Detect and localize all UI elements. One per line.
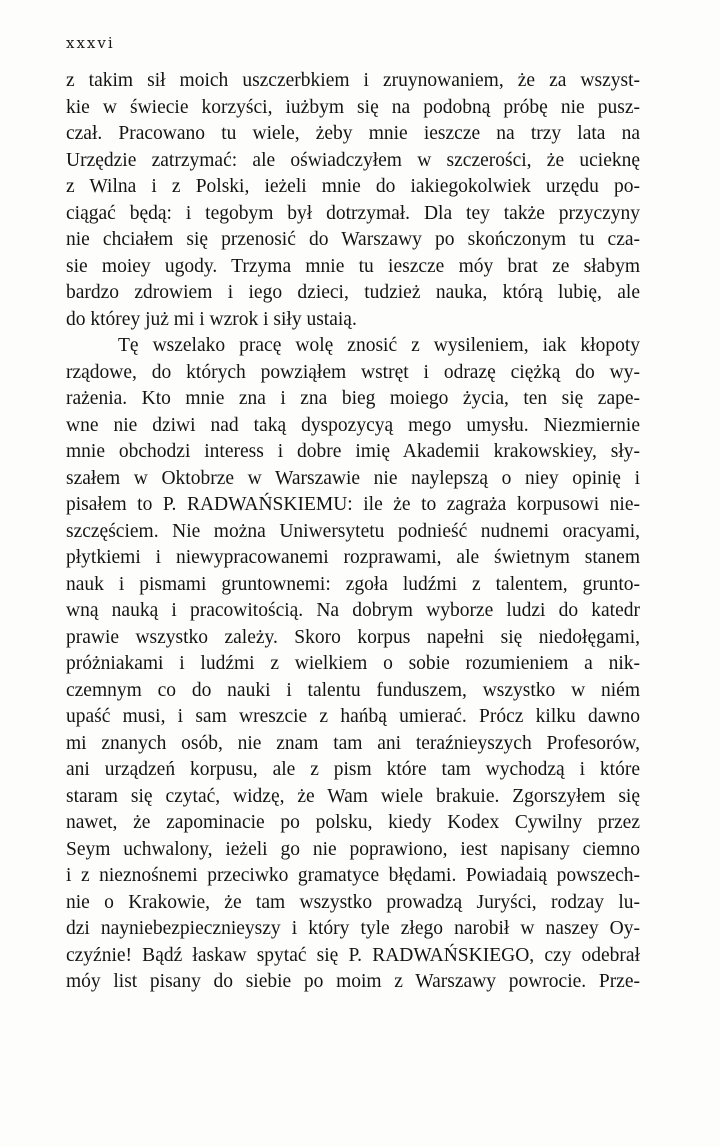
text-line: czyźnie! Bądź łaskaw spytać się P. RADWAŃSKIEGO, czy odebrał: [66, 944, 640, 966]
text-line: szczęściem. Nie można Uniwersytetu podnieść nudnemi oracyami,: [66, 520, 640, 542]
text-line: i z nieznośnemi przeciwko gramatyce błędami. Powiadaią powszech-: [66, 865, 640, 886]
text-line: szałem w Oktobrze w Warszawie nie naylepszą o niey opinię i: [66, 467, 640, 489]
text-line: czał. Pracowano tu wiele, żeby mnie ieszcze na trzy lata na: [66, 123, 640, 144]
body-text: [66, 68, 640, 996]
text-line: ani urządzeń korpusu, ale z pism które tam wychodzą i które: [66, 759, 640, 780]
text-line: bardzo zdrowiem i iego dzieci, tudzież nauka, którą lubię, ale: [66, 282, 640, 303]
text-line: kie w świecie korzyści, iużbym się na podobną próbę nie pusz-: [66, 96, 640, 118]
text-line: rażenia. Kto mnie zna i zna bieg moiego życia, ten się zape-: [66, 388, 640, 409]
paragraph-2: [66, 333, 640, 996]
text-line: upaść musi, i sam wreszcie z hańbą umierać. Prócz kilku dawno: [66, 706, 640, 727]
text-line: nawet, że zapominacie po polsku, kiedy Kodex Cywilny przez: [66, 812, 640, 833]
text-line: ciągać będą: i tegobym był dotrzymał. Dla tey także przyczyny: [66, 202, 640, 224]
text-line: do którey już mi i wzrok i siły ustaią.: [66, 308, 357, 330]
text-line: wną nauką i pracowitością. Na dobrym wyborze ludzi do katedr: [66, 600, 640, 621]
text-line: nie o Krakowie, że tam wszystko prowadzą Juryści, rodzay lu-: [66, 891, 640, 913]
text-line: czemnym co do nauki i talentu funduszem, wszystko w niém: [66, 679, 640, 701]
text-line: móy list pisany do siebie po moim z Warszawy powrocie. Prze-: [66, 971, 640, 992]
text-line: z Wilna i z Polski, ieżeli mnie do iakiegokolwiek urzędu po-: [66, 176, 640, 197]
text-line: mi znanych osób, nie znam tam ani teraźnieyszych Profesorów,: [66, 732, 640, 754]
paragraph-1: [66, 68, 640, 333]
text-line: wne nie dziwi nad taką dyspozycyą mego umysłu. Niezmiernie: [66, 414, 640, 436]
text-line: Tę wszelako pracę wolę znosić z wysileniem, iak kłopoty: [118, 335, 640, 356]
text-line: rządowe, do których powziąłem wstręt i odrazę ciężką do wy-: [66, 361, 640, 383]
text-line: staram się czytać, widzę, że Wam wiele brakuie. Zgorszyłem się: [66, 785, 640, 807]
text-line: Seym uchwalony, ieżeli go nie poprawiono, iest napisany ciemno: [66, 838, 640, 860]
text-line: płytkiemi i niewypracowanemi rozprawami, ale świetnym stanem: [66, 547, 640, 568]
text-line: z takim sił moich uszczerbkiem i zruynowaniem, że za wszyst-: [66, 70, 640, 91]
text-line: mnie obchodzi interess i dobre imię Akademii krakowskiey, sły-: [66, 441, 640, 462]
text-line: prawie wszystko zależy. Skoro korpus napełni się niedołęgami,: [66, 626, 640, 648]
text-line: pisałem to P. RADWAŃSKIEMU: ile że to zagraża korpusowi nie-: [66, 494, 640, 515]
text-line: sie moiey ugody. Trzyma mnie tu ieszcze móy brat ze słabym: [66, 255, 640, 277]
text-line: Urzędzie zatrzymać: ale oświadczyłem w szczerości, że ucieknę: [66, 149, 640, 171]
text-line: nauk i pismami gruntownemi: zgoła ludźmi z talentem, grunto-: [66, 573, 640, 595]
text-line: nie chciałem się przenosić do Warszawy po skończonym tu cza-: [66, 229, 640, 250]
text-line: dzi nayniebezpiecznieyszy i który tyle złego narobił w naszey Oy-: [66, 918, 640, 939]
text-line: próżniakami i ludźmi z wielkiem o sobie rozumieniem a nik-: [66, 653, 640, 674]
page-number: xxxvi: [66, 34, 115, 52]
